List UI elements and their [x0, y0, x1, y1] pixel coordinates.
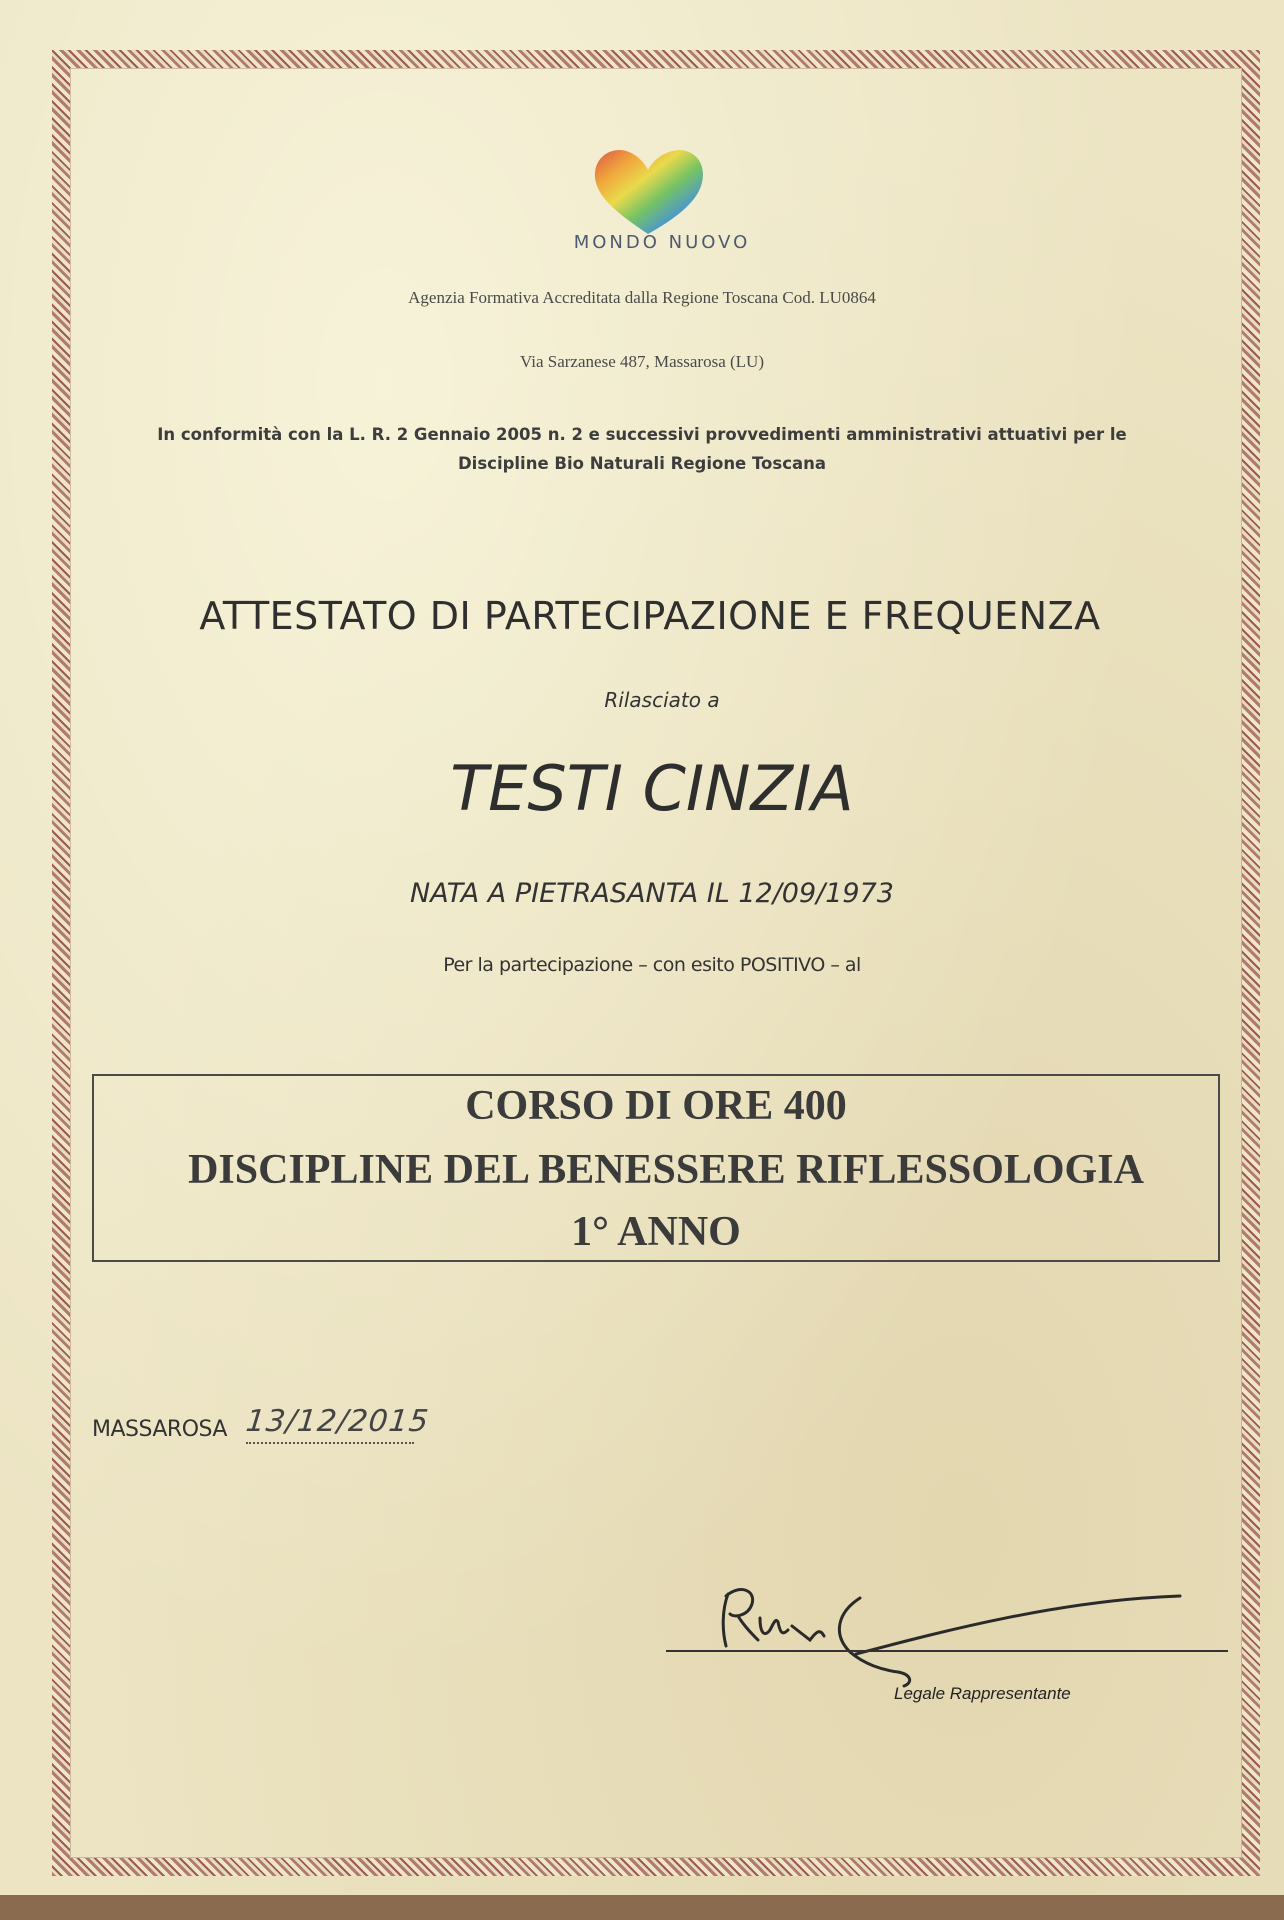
- certificate-title: ATTESTATO DI PARTECIPAZIONE E FREQUENZA: [199, 594, 1101, 638]
- course-year: 1° ANNO: [571, 1209, 741, 1255]
- agency-line: Agenzia Formativa Accreditata dalla Regione Toscana Cod. LU0864: [408, 288, 876, 307]
- conformity-statement: [120, 420, 1164, 478]
- course-box: [92, 1074, 1220, 1262]
- participation-text: Per la partecipazione – con esito POSITIVO – al: [443, 954, 861, 976]
- course-discipline: DISCIPLINE DEL BENESSERE RIFLESSOLOGIA: [188, 1147, 1144, 1193]
- brand-name: MONDO NUOVO: [573, 232, 751, 253]
- course-hours: CORSO DI ORE 400: [465, 1083, 847, 1129]
- signature-line: [666, 1650, 1228, 1652]
- conformity-line-1: In conformità con la L. R. 2 Gennaio 2005 n. 2 e successivi provvedimenti amministrativi attuativi per le: [157, 425, 1127, 444]
- address-line: Via Sarzanese 487, Massarosa (LU): [520, 352, 764, 371]
- date-dotted-line: [246, 1442, 414, 1444]
- issue-place: MASSAROSA: [92, 1417, 227, 1442]
- signature-label: Legale Rappresentante: [894, 1684, 1071, 1703]
- issue-date-handwritten: 13/12/2015: [244, 1404, 431, 1439]
- issued-to-label: Rilasciato a: [604, 688, 720, 712]
- recipient-name: TESTI CINZIA: [450, 752, 854, 825]
- birth-info: NATA A PIETRASANTA IL 12/09/1973: [410, 878, 894, 909]
- conformity-line-2: Discipline Bio Naturali Regione Toscana: [457, 454, 827, 473]
- table-surface: [0, 1895, 1284, 1920]
